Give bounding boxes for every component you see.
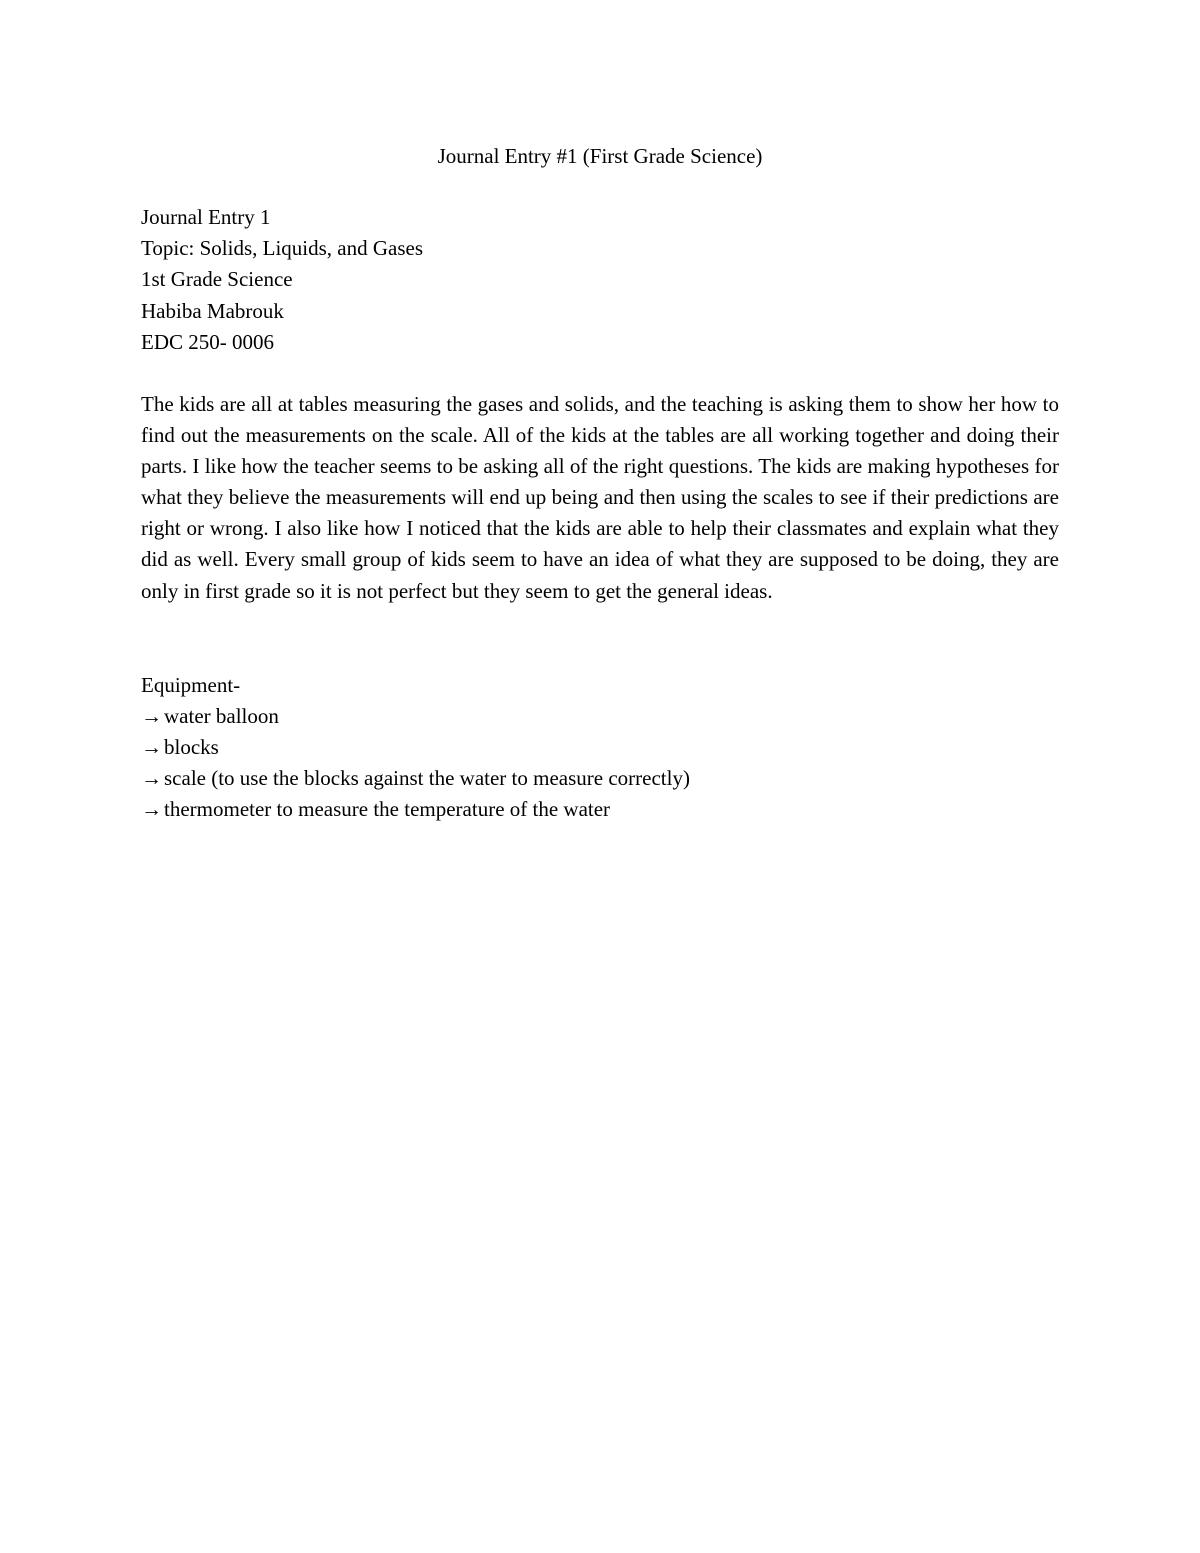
right-arrow-icon: → [141,704,162,728]
list-item [141,763,1059,794]
equipment-item-text: water balloon [164,704,279,728]
equipment-list [141,701,1059,825]
course-code: EDC 250- 0006 [141,329,274,354]
equipment-item-text: scale (to use the blocks against the water to measure correctly) [164,766,690,790]
topic-line: Topic: Solids, Liquids, and Gases [141,236,424,261]
document-title: Journal Entry #1 (First Grade Science) [437,144,763,168]
list-item [141,794,1059,825]
list-item [141,701,1059,732]
equipment-item-text: thermometer to measure the temperature of the water [164,797,611,821]
right-arrow-icon: → [141,766,162,790]
equipment-item-text: blocks [164,735,219,759]
observation-paragraph: The kids are all at tables measuring the gases and solids, and the teaching is asking them to show her how to find out the measurements on the scale. All of the kids at the tables are all working together and doing their parts. I like how the teacher seems to be asking all of the right questions. The kids are making hypotheses for what they believe the measurements will end up being and then using the scales to see if their predictions are right or wrong. I also like how I noticed that the kids are able to help their classmates and explain what they did as well. Every small group of kids seem to have an idea of what they are supposed to be doing, they are only in first grade so it is not perfect but they seem to get the general ideas. [141,392,1059,603]
list-item [141,732,1059,763]
right-arrow-icon: → [141,735,162,759]
grade-line: 1st Grade Science [141,267,293,292]
equipment-section [141,670,1059,825]
equipment-heading: Equipment- [141,673,241,697]
entry-label: Journal Entry 1 [141,205,271,229]
author-name: Habiba Mabrouk [141,298,284,323]
right-arrow-icon: → [141,797,162,821]
header-info [141,202,1059,358]
